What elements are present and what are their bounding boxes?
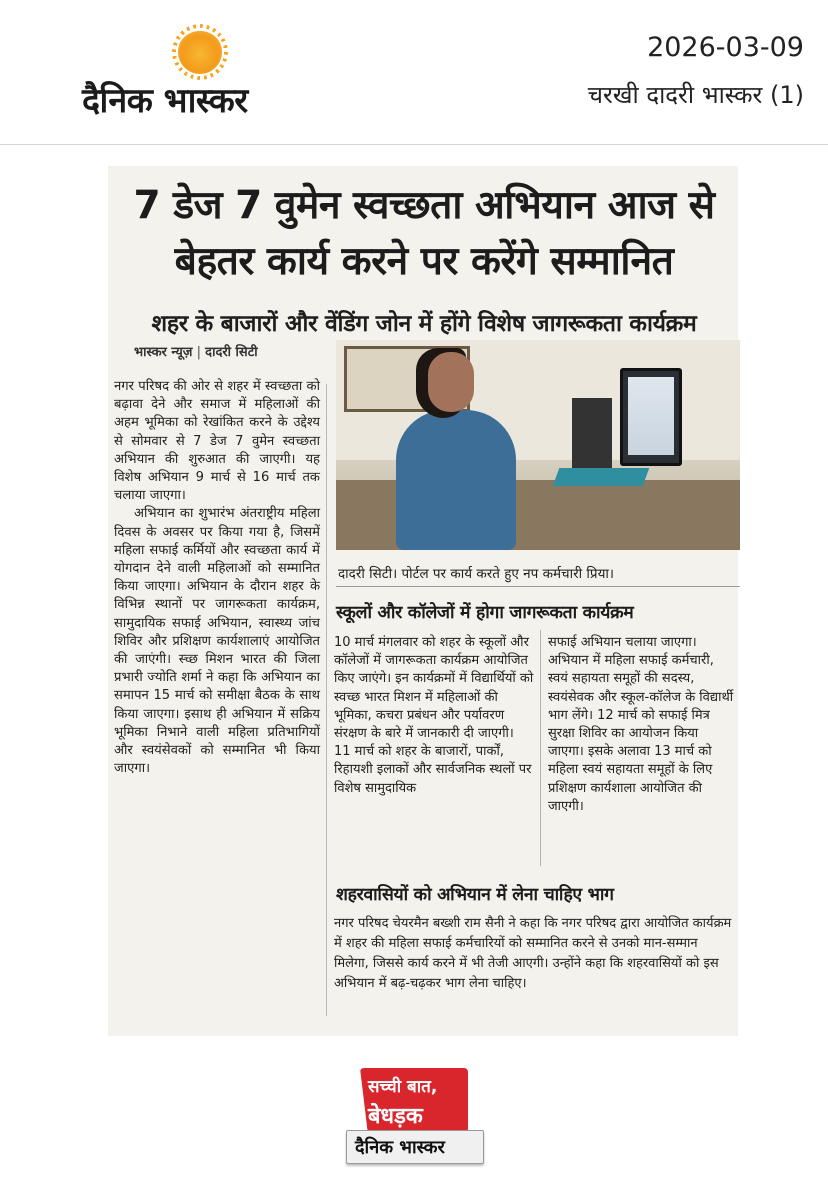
headline-line-2: बेहतर कार्य करने पर करेंगे सम्मानित [174, 239, 674, 284]
column-divider [540, 630, 541, 866]
article-headline [124, 178, 724, 290]
section-title-schools: स्कूलों और कॉलेजों में होगा जागरूकता कार्यक्रम [336, 603, 634, 623]
byline-source: भास्कर न्यूज़ [134, 345, 193, 360]
photo-caption: दादरी सिटी। पोर्टल पर कार्य करते हुए नप कर्मचारी प्रिया। [338, 566, 615, 582]
body-paragraph: अभियान का शुभारंभ अंतराष्ट्रीय महिला दिवस के अवसर पर किया गया है, जिसमें महिला सफाई कर्मियों और स्वच्छता कार्य में योगदान देने वाली महिलाओं को सम्मानित किया जाएगा। अभियान के दौरान शहर के विभिन्न स्थानों पर जागरूकता कार्यक्रम, सामुदायिक सफाई अभियान, स्वास्थ्य जांच शिविर और प्रशिक्षण कार्यशालाएं आयोजित की जाएंगी। स्च्छ मिशन भारत की जिला प्रभारी ज्योति शर्मा ने कहा कि अभियान का समापन 15 मार्च को समीक्षा बैठक के साथ किया जाएगा। इसाथ ही अभियान में सक्रिय भूमिका निभाने वाली महिला प्रतिभागियों और स्वयंसेवकों को सम्मानित भी किया जाएगा। [114, 506, 320, 777]
edition-name: चरखी दादरी भास्कर (1) [587, 81, 804, 109]
news-clipping [108, 166, 738, 1036]
section-citizens-body: नगर परिषद चेयरमैन बख्शी राम सैनी ने कहा कि नगर परिषद द्वारा आयोजित कार्यक्रम में शहर की महिला सफाई कर्मचारियों को सम्मानित करने से उनको मान-सम्मान मिलेगा, जिससे कार्य करने में भी तेजी आएगी। उन्होंने कहा कि शहरवासियों को इस अभियान में बढ़-चढ़कर भाग लेना चाहिए। [334, 916, 732, 991]
badge-tagline-1: सच्ची बात, [368, 1077, 438, 1097]
sun-logo-icon [178, 30, 222, 74]
article-byline: भास्कर न्यूज़ | दादरी सिटी [134, 345, 258, 360]
body-paragraph: नगर परिषद की ओर से शहर में स्वच्छता को बढ़ावा देने और समाज में महिलाओं की अहम भूमिका को रेखांकित करने के उद्देश्य से सोमवार से 7 डेज 7 वुमेन स्वच्छता अभियान की शुरुआत की जाएगी। यह विशेष अभियान 9 मार्च से 16 मार्च तक चलाया जाएगा। [114, 379, 320, 504]
page-header [0, 0, 828, 145]
badge-newspaper [346, 1130, 484, 1164]
article-subhead: शहर के बाजारों और वेंडिंग जोन में होंगे विशेष जागरूकता कार्यक्रम [151, 311, 697, 337]
article-photo[interactable] [336, 340, 740, 550]
headline-line-1: 7 डेज 7 वुमेन स्वच्छता अभियान आज से [133, 183, 715, 228]
computer-cpu [572, 398, 612, 478]
newspaper-logo[interactable]: दैनिक भास्कर [82, 81, 248, 121]
edition-date: 2026-03-09 [647, 32, 804, 63]
byline-place: दादरी सिटी [205, 345, 258, 360]
employee-figure [396, 410, 516, 550]
section-schools-column-a: 10 मार्च मंगलवार को शहर के स्कूलों और कॉलेजों में जागरूकता कार्यक्रम आयोजित किए जाएंगे। इन कार्यक्रमों में विद्यार्थियों को स्वच्छ भारत मिशन में महिलाओं की भूमिका, कचरा प्रबंधन और पर्यावरण संरक्षण के बारे में जानकारी दी जाएगी। 11 मार्च को शहर के बाजारों, पार्कों, रिहायशी इलाकों और सार्वजनिक स्थलों पर विशेष सामुदायिक [334, 635, 534, 796]
badge-tagline-2: बेधड़क [368, 1104, 423, 1129]
article-body-left-column [114, 378, 320, 778]
section-title-citizens: शहरवासियों को अभियान में लेना चाहिए भाग [336, 885, 614, 905]
column-divider [326, 384, 327, 1016]
section-schools-column-b: सफाई अभियान चलाया जाएगा। अभियान में महिला सफाई कर्मचारी, स्वयं सहायता समूहों की सदस्य, स्वयंसेवक और स्कूल-कॉलेज के विद्यार्थी भाग लेंगे। 12 मार्च को सफाई मित्र सुरक्षा शिविर का आयोजन किया जाएगा। इसके अलावा 13 मार्च को महिला स्वयं सहायता समूहों के लिए प्रशिक्षण कार्यशाला आयोजित की जाएगी। [548, 635, 734, 814]
keyboard [553, 468, 650, 486]
computer-monitor [620, 368, 682, 466]
header-divider [0, 144, 828, 145]
badge-brand: दैनिक भास्कर [355, 1137, 445, 1158]
footer-brand-badge[interactable] [346, 1068, 482, 1164]
caption-divider [336, 586, 740, 587]
